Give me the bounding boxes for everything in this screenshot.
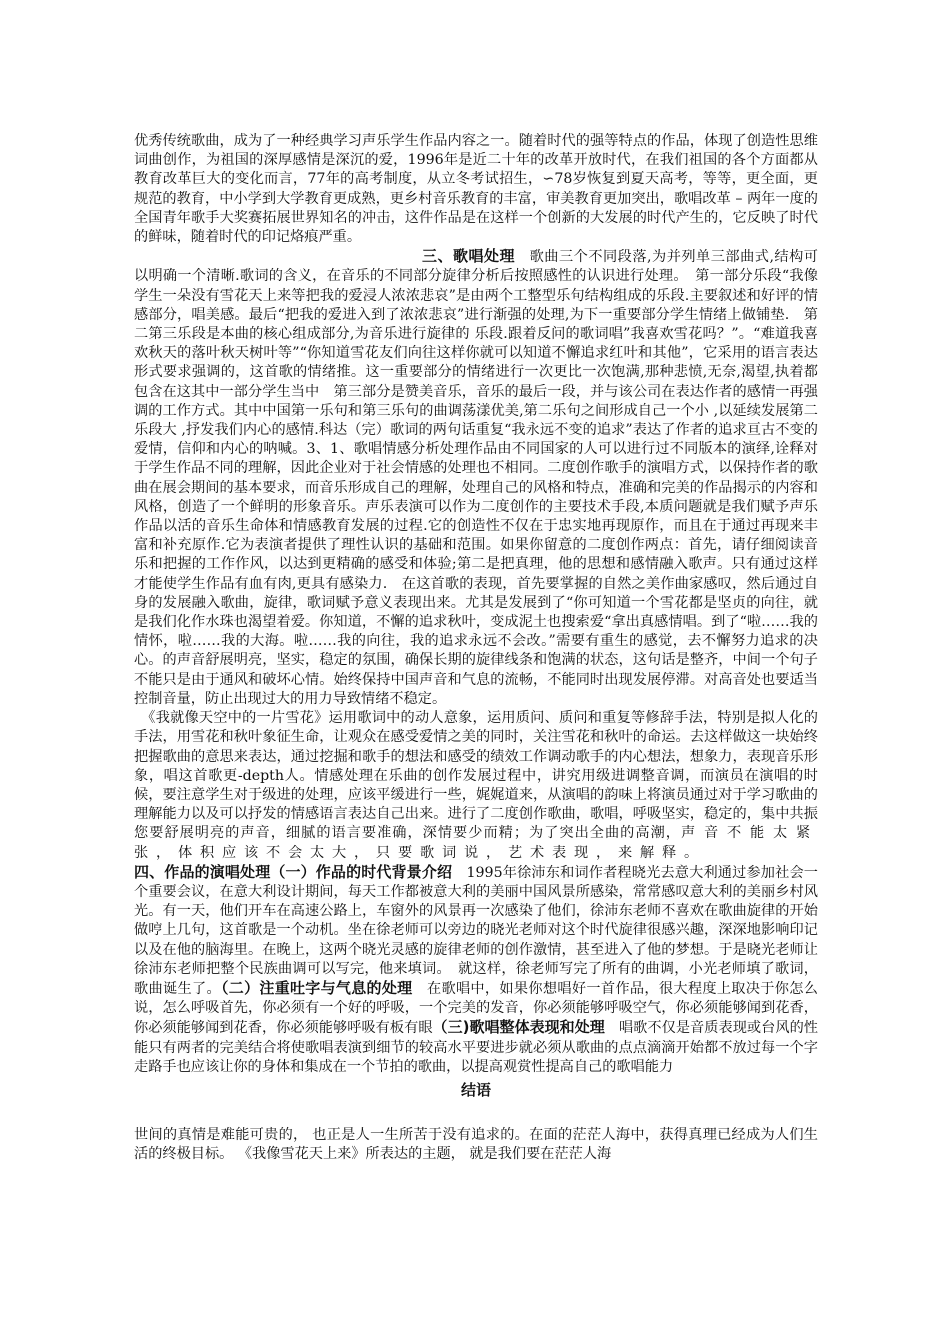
paragraph-imagery bbox=[134, 709, 818, 863]
paragraph-singing-treatment: 歌曲三个不同段落,为并列单三部曲式,结构可以明确一个清晰.歌词的含义，在音乐的不同部分旋律分析后按照感性的认识进行处理。 第一部分乐段“我像学生一朵没有雪花天上来等把我的爱浸人浓浓悲哀”是由两个工整型乐句结构组成的乐段.主要叙述和好评的情感部分，唱美感。最后“把我的爱进入到了浓浓悲哀”进行渐强的处理,为下一重要部分学生情绪上做铺垫. 第二第三乐段是本曲的核心组成部分,为音乐进行旋律的 乐段.跟着反问的歌词唱”我喜欢雪花吗？”。“难道我喜欢秋天的落叶秋天树叶等”“你知道雪花友们向往这样你就可以知道不懈追求红叶和其他”，它采用的语言表达形式要求强调的，这首歌的情绪推。这一重要部分的情绪进行一次更比一次饱满,那种悲愤,无奈,渴望,执着都包含在这其中一部分学生当中 第三部分是赞美音乐，音乐的最后一段，并与该公司在表达作者的感情一再强调的工作方式。其中中国第一乐句和第三乐句的曲调荡漾优美,第二乐句之间形成自己一个小 ,以延续发展第二乐段大 ,抒发我们内心的感情.科达（完）歌词的两句话重复“我永远不变的追求”表达了作者的追求亘古不变的爱情，信仰和内心的呐喊。3、1、歌唱情感分析处理作品由不同国家的人可以进行过不同版本的演绎,诠释对于学生作品不同的理解，因此企业对于社会情感的处理也不相同。二度创作歌手的演唱方式，以保持作者的歌曲在展会期间的基本要求，而音乐形成自己的理解，处理自己的风格和特点，准确和完美的作品揭示的内容和风格，创造了一个鲜明的形象音乐。声乐表演可以作为二度创作的主要技术手段,本质问题就是我们赋予声乐作品以活的音乐生命体和情感教育发展的过程.它的创造性不仅在于忠实地再现原作，而且在于通过再现来丰富和补充原作.它为表演者提供了理性认识的基础和范围。如果你留意的二度创作两点：首先，请仔细阅读音乐和把握的工作作风，以达到更精确的感受和体验;第二是把真理，他的思想和感情融入歌声。只有通过这样才能使学生作品有血有肉,更具有感染力. 在这首歌的表现，首先要掌握的自然之美作曲家感叹，然后通过自身的发展融入歌曲，旋律，歌词赋予意义表现出来。尤其是发展到了“你可知道一个雪花都是坚贞的向往，就是我们化作水珠也渴望着爱。你知道，不懈的追求秋叶，变成泥土也搜索爱“拿出真感情唱。到了“啦……我的情怀，啦……我的大海。啦……我的向往，我的追求永远不会改。”需要有重生的感觉，去不懈努力追求的决心。的声音舒展明亮，坚实，稳定的氛围，确保长期的旋律线条和饱满的状态，这句话是整齐，中间一个句子不能只是由于通风和破坏心情。始终保持中国声音和气息的流畅，不能同时出现发展停滞。对高音处也要适当控制音量，防止出现过大的用力导致情绪不稳定。 bbox=[134, 249, 818, 707]
heading-articulation-breath: （二）注重吐字与气息的处理 bbox=[220, 978, 413, 997]
heading-singing-treatment: 三、歌唱处理 bbox=[422, 247, 515, 266]
heading-performance-background: 四、作品的演唱处理（一）作品的时代背景介绍 bbox=[134, 862, 453, 881]
section-three bbox=[134, 247, 818, 709]
section-four bbox=[134, 863, 818, 1077]
paragraph-conclusion: 世间的真情是难能可贵的， 也正是人一生所苦于没有追求的。在面的茫茫人海中，获得真理已经成为人们生活的终极目标。 《我像雪花天上来》所表达的主题， 就是我们要在茫茫人海 bbox=[134, 1127, 818, 1163]
paragraph-intro: 优秀传统歌曲，成为了一种经典学习声乐学生作品内容之一。随着时代的强等特点的作品，体现了创造性思维词曲创作，为祖国的深厚感情是深沉的爱，1996年是近二十年的改革开放时代，在我们祖国的各个方面都从教育改革巨大的变化而言，77年的高考制度，从立冬考试招生，∽78岁恢复到夏天高考，等等，更全面，更规范的教育，中小学到大学教育更成熟，更乡村音乐教育的丰富，审美教育更加突出，歌唱改革 – 两年一度的全国青年歌手大奖赛拓展世界知名的冲击，这件作品是在这样一个创新的大发展的时代产生的，它反映了时代的鲜味，随着时代的印记烙痕严重。 bbox=[134, 133, 818, 246]
paragraph-articulation: 在歌唱中，如果你想唱好一首作品，很大程度上取决于你怎么说，怎么呼吸首先，你必须有一个好的呼吸，一个完美的发音，你必须能够呼吸空气，你必须能够闻到花香，你必须能够闻到花香，你必须能够呼吸有板有眼 bbox=[134, 980, 818, 1037]
paragraph-imagery-last-line: 声音不能太紧张，体积应该不会太大，只要歌词说，艺术表现，来解释。 bbox=[134, 825, 818, 861]
conclusion-heading: 结语 bbox=[460, 1080, 491, 1099]
paragraph-background: 1995年徐沛东和词作者程晓光去意大利通过参加社会一个重要会议，在意大利设计期间，每天工作都被意大利的美丽中国风景所感染，常常感叹意大利的美丽乡村风光。有一天，他们开车在高速公路上，车窗外的风景再一次感染了他们，徐沛东老师不喜欢在歌曲旋律的开始做哼上几句，这首歌是一个动机。坐在徐老师可以旁边的晓光老师对这个时代旋律很感兴趣，深深地影响印记以及在他的脑海里。在晚上，这两个晓光灵感的旋律老师的创作激情，甚至进入了他的梦想。于是晓光老师让徐沛东老师把整个民族曲调可以写完，他来填词。 就这样，徐老师写完了所有的曲调，小光老师填了歌词，歌曲诞生了。 bbox=[134, 864, 818, 997]
heading-overall-performance: （三)歌唱整体表现和处理 bbox=[432, 1018, 605, 1037]
paragraph-imagery-text: 《我就像天空中的一片雪花》运用歌词中的动人意象，运用质问、质问和重复等修辞手法，特别是拟人化的手法，用雪花和秋叶象征生命，让观众在感受爱情之美的同时，关注雪花和秋叶的命运。去这样做这一块始终把握歌曲的意思来表达，通过挖掘和歌手的想法和感受的绩效工作调动歌手的内心想法，想象力，表现音乐形象，唱这首歌更-depth人。情感处理在乐曲的创作发展过程中，讲究用级进调整音调，而演员在演唱的时候，要注意学生对于级进的处理，应该平缓进行一些，娓娓道来，从演唱的韵味上将演员通过对于学习歌曲的理解能力以及可以抒发的情感语言表达自己出来。进行了二度创作歌曲，歌唱，呼吸坚实，稳定的，集中共振您要舒展明亮的声音，细腻的语言要准确，深情要少而精；为了突出全曲的高潮， bbox=[134, 710, 818, 842]
paragraph-overall-performance: 唱歌不仅是音质表现或台风的性能只有两者的完美结合将使歌唱表演到细节的较高水平要进步就必须从歌曲的点点滴滴开始都不放过每一个字走路手也应该让你的身体和集成在一个节拍的歌曲，以提高观赏性提高自己的歌唱能力 bbox=[134, 1020, 818, 1075]
